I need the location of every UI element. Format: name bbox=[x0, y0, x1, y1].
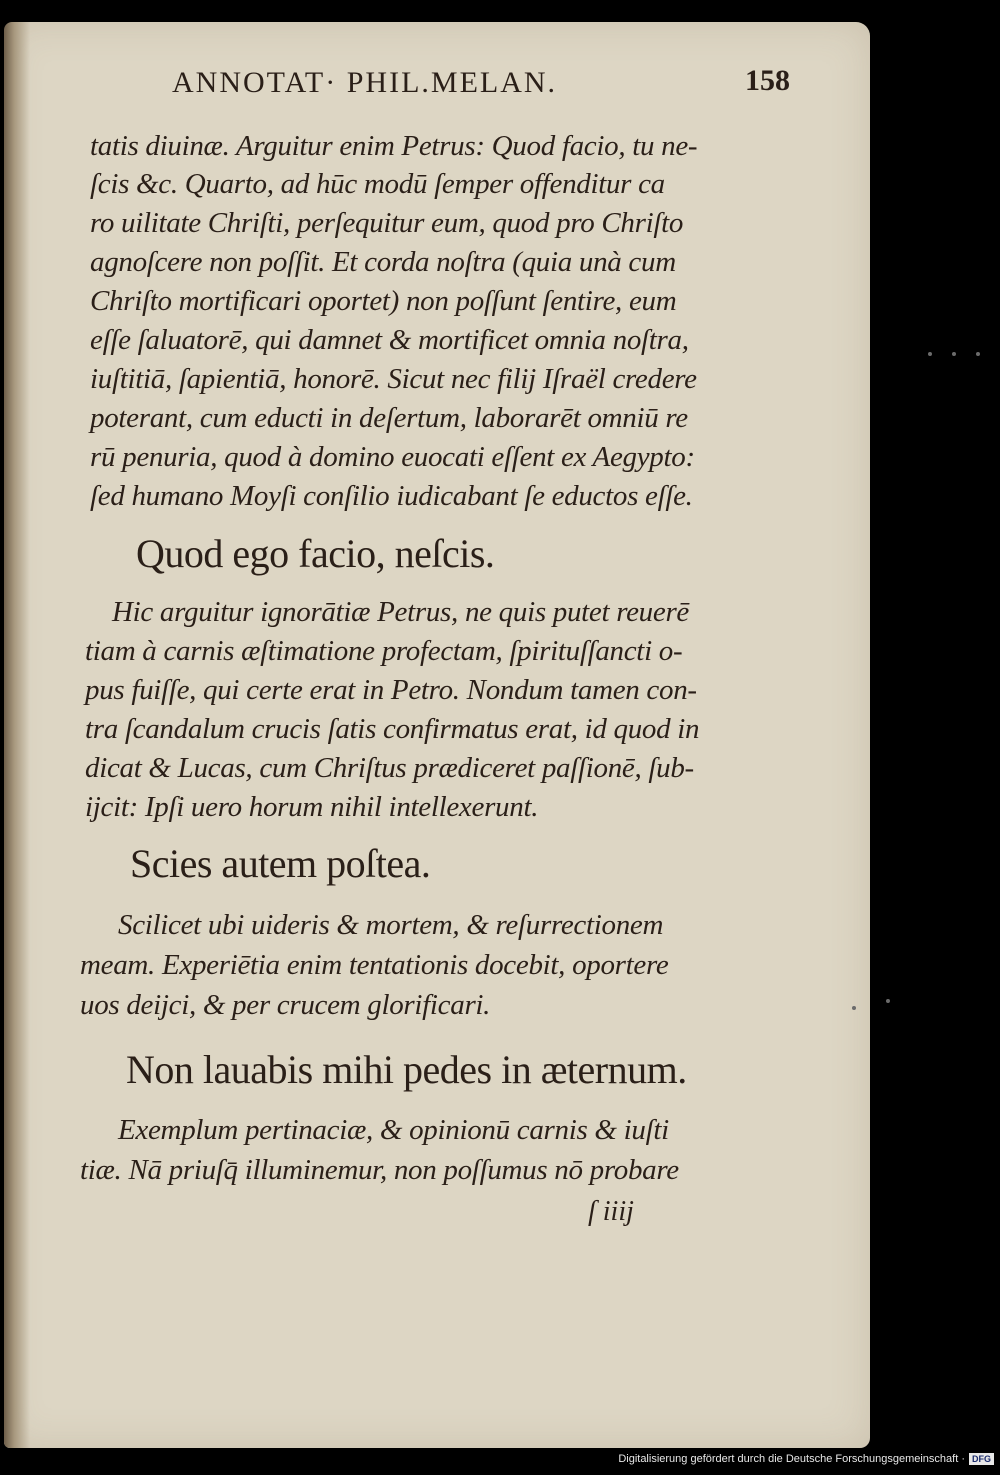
lemma-heading: Quod ego facio, neſcis. bbox=[136, 531, 495, 576]
body-line: uos deijci, & per crucem glorificari. bbox=[80, 989, 491, 1021]
signature-mark: ſ iiij bbox=[588, 1196, 634, 1227]
body-line: iuſtitiā, ſapientiā, honorē. Sicut nec filij Iſraël credere bbox=[90, 363, 697, 395]
dfg-credit-text: Digitalisierung gefördert durch die Deutsche Forschungsgemeinschaft · bbox=[618, 1453, 965, 1465]
body-line: tiæ. Nā priuſq̄ illuminemur, non poſſumus nō probare bbox=[80, 1154, 679, 1186]
body-line: Scilicet ubi uideris & mortem, & reſurrectionem bbox=[118, 909, 664, 941]
margin-dot bbox=[952, 352, 956, 356]
body-line: Chriſto mortificari oportet) non poſſunt ſentire, eum bbox=[90, 285, 677, 317]
running-header-title: ANNOTAT· PHIL.MELAN. bbox=[172, 66, 558, 99]
page-gutter-shadow bbox=[4, 22, 30, 1448]
dfg-credit-footer bbox=[618, 1451, 994, 1467]
body-line: Exemplum pertinaciæ, & opinionū carnis & iuſti bbox=[118, 1114, 669, 1146]
body-line: tiam à carnis æſtimatione profectam, ſpirituſſancti o- bbox=[85, 635, 683, 667]
margin-dot bbox=[928, 352, 932, 356]
body-line: rū penuria, quod à domino euocati eſſent ex Aegypto: bbox=[90, 441, 695, 473]
body-line: tra ſcandalum crucis ſatis confirmatus erat, id quod in bbox=[85, 713, 700, 745]
body-line: ſed humano Moyſi conſilio iudicabant ſe eductos eſſe. bbox=[90, 480, 693, 512]
body-line: tatis diuinæ. Arguitur enim Petrus: Quod facio, tu ne- bbox=[90, 130, 698, 162]
body-line: agnoſcere non poſſit. Et corda noſtra (quia unà cum bbox=[90, 246, 676, 278]
body-line: pus fuiſſe, qui certe erat in Petro. Nondum tamen con- bbox=[85, 674, 697, 706]
body-line: poterant, cum educti in deſertum, laborarēt omniū re bbox=[90, 402, 688, 434]
lemma-heading: Non lauabis mihi pedes in æternum. bbox=[126, 1047, 687, 1092]
body-line: dicat & Lucas, cum Chriſtus prædiceret paſſionē, ſub- bbox=[85, 752, 694, 784]
body-line: Hic arguitur ignorātiæ Petrus, ne quis putet reuerē bbox=[112, 596, 690, 628]
margin-dot bbox=[976, 352, 980, 356]
margin-dot bbox=[886, 999, 890, 1003]
body-line: meam. Experiētia enim tentationis docebit, oportere bbox=[80, 949, 669, 981]
body-line: eſſe ſaluatorē, qui damnet & mortificet omnia noſtra, bbox=[90, 324, 689, 356]
body-line: ſcis &c. Quarto, ad hūc modū ſemper offenditur ca bbox=[90, 168, 665, 200]
dfg-logo: DFG bbox=[969, 1453, 994, 1465]
lemma-heading: Scies autem poſtea. bbox=[130, 841, 431, 886]
margin-dot bbox=[852, 1006, 856, 1010]
body-line: ro uilitate Chriſti, perſequitur eum, quod pro Chriſto bbox=[90, 207, 684, 239]
body-line: ijcit: Ipſi uero horum nihil intellexerunt. bbox=[85, 791, 539, 823]
folio-number: 158 bbox=[745, 64, 790, 97]
